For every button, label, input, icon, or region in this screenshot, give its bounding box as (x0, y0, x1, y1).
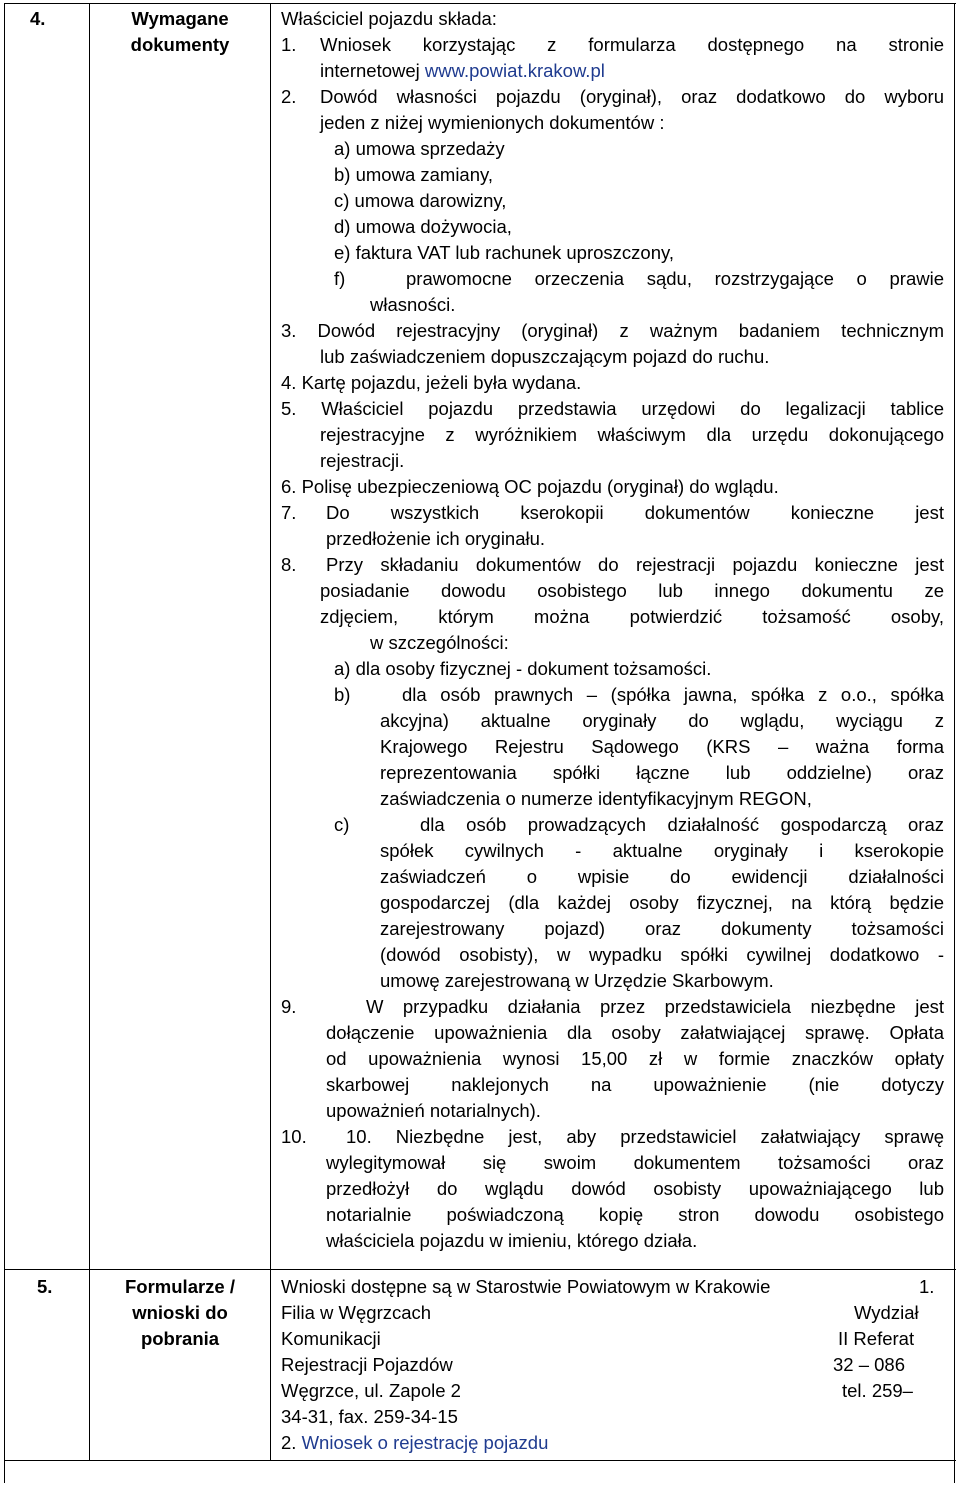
list-item: w szczególności: (370, 632, 509, 653)
office-info: tel. 259– (842, 1380, 913, 1401)
office-info: 1. (919, 1276, 935, 1297)
list-item: dołączenie upoważnienia dla osoby załatwiającej sprawę. Opłata (326, 1022, 944, 1043)
sub-item: zarejestrowany pojazd) oraz dokumenty tożsamości (380, 918, 944, 939)
office-info: Komunikacji (281, 1328, 381, 1349)
list-item: Przy składaniu dokumentów do rejestracji pojazdu konieczne jest (326, 554, 944, 575)
list-number: 8. (281, 554, 297, 575)
list-item: 6. Polisę ubezpieczeniową OC pojazdu (oryginał) do wglądu. (281, 476, 779, 497)
sub-item: e) faktura VAT lub rachunek uproszczony, (334, 242, 675, 263)
office-info: Wydział (854, 1302, 919, 1323)
list-item: Dowód własności pojazdu (oryginał), oraz dodatkowo do wyboru (320, 86, 944, 107)
list-item: internetowej www.powiat.krakow.pl (320, 60, 605, 81)
sub-item: dla osób prowadzących działalność gospodarczą oraz (420, 814, 944, 835)
row-number: 5. (37, 1276, 53, 1297)
column-divider-2 (270, 3, 271, 1460)
row-title: pobrania (140, 1328, 220, 1349)
list-item: rejestracyjne z wyróżnikiem właściwym dla urzędu dokonującego (320, 424, 944, 445)
list-number: 9. (281, 996, 297, 1017)
table-border-top (4, 3, 956, 4)
list-item: przedłożenie ich oryginału. (326, 528, 546, 549)
form-link-item: 2. Wniosek o rejestrację pojazdu (281, 1432, 549, 1453)
sub-item-label: f) (334, 268, 346, 289)
office-info: II Referat (838, 1328, 915, 1349)
website-link[interactable]: www.powiat.krakow.pl (424, 60, 605, 81)
office-info: Wnioski dostępne są w Starostwie Powiatowym w Krakowie (281, 1276, 771, 1297)
list-item: lub zaświadczeniem dopuszczającym pojazd do ruchu. (320, 346, 770, 367)
sub-item: a) dla osoby fizycznej - dokument tożsamości. (334, 658, 712, 679)
list-item: Do wszystkich kserokopii dokumentów konieczne jest (326, 502, 944, 523)
intro-text: Właściciel pojazdu składa: (281, 8, 497, 29)
sub-item: prawomocne orzeczenia sądu, rozstrzygające o prawie (406, 268, 944, 289)
list-item: 5. Właściciel pojazdu przedstawia urzędowi do legalizacji tablice (281, 398, 944, 419)
sub-item: własności. (370, 294, 456, 315)
row-title: Formularze / (125, 1276, 235, 1297)
list-item: upoważnień notarialnych). (326, 1100, 541, 1121)
list-item: W przypadku działania przez przedstawiciela niezbędne jest (366, 996, 944, 1017)
table-border-right (954, 3, 955, 1483)
sub-item: akcyjna) aktualne oryginały do wglądu, wyciągu z (380, 710, 944, 731)
sub-item: umowę zarejestrowaną w Urzędzie Skarbowym. (380, 970, 774, 991)
sub-item: a) umowa sprzedaży (334, 138, 505, 159)
list-item: Wniosek korzystając z formularza dostępnego na stronie (320, 34, 944, 55)
registration-form-link[interactable]: Wniosek o rejestrację pojazdu (301, 1432, 549, 1453)
sub-item: spółek cywilnych - aktualne oryginały i kserokopie (380, 840, 944, 861)
row-title: Wymagane (131, 8, 229, 29)
office-info: 32 – 086 (833, 1354, 906, 1375)
list-item: rejestracji. (320, 450, 405, 471)
list-item: wylegitymował się swoim dokumentem tożsamości oraz (326, 1152, 944, 1173)
office-info: Rejestracji Pojazdów (281, 1354, 453, 1375)
list-item: 3. Dowód rejestracyjny (oryginał) z ważnym badaniem technicznym (281, 320, 944, 341)
list-item: 10. Niezbędne jest, aby przedstawiciel załatwiający sprawę (346, 1126, 944, 1147)
requirements-table (4, 3, 956, 1483)
list-number: 2. (281, 86, 297, 107)
sub-item: reprezentowania spółki łączne lub oddzielne) oraz (380, 762, 944, 783)
office-info: Filia w Węgrzcach (281, 1302, 432, 1323)
sub-item: (dowód osobisty), w wypadku spółki cywilnej dodatkowo - (380, 944, 944, 965)
row-title: wnioski do (132, 1302, 228, 1323)
list-item: jeden z niżej wymienionych dokumentów : (320, 112, 665, 133)
row-number: 4. (30, 8, 46, 29)
list-number: 10. (281, 1126, 307, 1147)
sub-item: c) umowa darowizny, (334, 190, 507, 211)
list-item: właściciela pojazdu w imieniu, którego działa. (326, 1230, 698, 1251)
list-item: skarbowej naklejonych na upoważnienie (nie dotyczy (326, 1074, 944, 1095)
list-item: przedłożył do wglądu dowód osobisty upoważniającego lub (326, 1178, 944, 1199)
sub-item: b) umowa zamiany, (334, 164, 494, 185)
row-title: dokumenty (130, 34, 230, 55)
sub-item-label: c) (334, 814, 350, 835)
table-border-left (4, 3, 5, 1483)
sub-item: dla osób prawnych – (spółka jawna, spółka z o.o., spółka (402, 684, 944, 705)
sub-item: Krajowego Rejestru Sądowego (KRS – ważna forma (380, 736, 944, 757)
column-divider-1 (89, 3, 90, 1460)
list-item: posiadanie dowodu osobistego lub innego dokumentu ze (320, 580, 944, 601)
sub-item-label: b) (334, 684, 351, 705)
list-item: 4. Kartę pojazdu, jeżeli była wydana. (281, 372, 582, 393)
list-item: zdjęciem, którym można potwierdzić tożsamość osoby, (320, 606, 944, 627)
office-info: 34-31, fax. 259-34-15 (281, 1406, 458, 1427)
sub-item: zaświadczeń o wpisie do ewidencji działalności (380, 866, 944, 887)
list-item: od upoważnienia wynosi 15,00 zł w formie znaczków opłaty (326, 1048, 944, 1069)
list-number: 7. (281, 502, 297, 523)
list-number: 1. (281, 34, 297, 55)
table-border-bottom (4, 1460, 956, 1461)
list-item: notarialnie poświadczoną kopię stron dowodu osobistego (326, 1204, 944, 1225)
sub-item: zaświadczenia o numerze identyfikacyjnym REGON, (380, 788, 812, 809)
row-divider (4, 1269, 956, 1270)
office-info: Węgrzce, ul. Zapole 2 (281, 1380, 461, 1401)
sub-item: gospodarczej (dla każdej osoby fizycznej, na którą będzie (380, 892, 944, 913)
sub-item: d) umowa dożywocia, (334, 216, 512, 237)
